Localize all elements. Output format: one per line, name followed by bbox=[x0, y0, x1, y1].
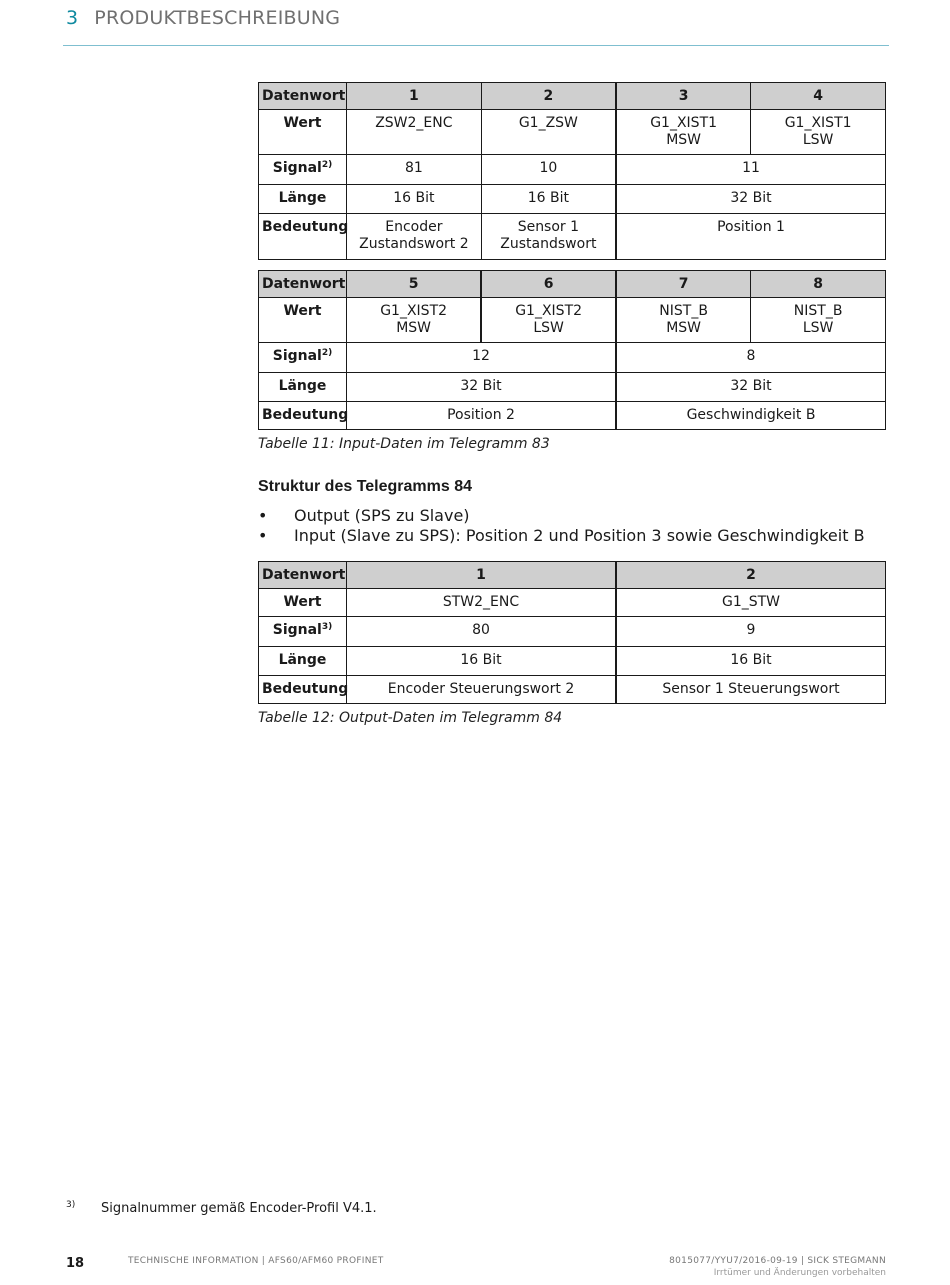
list-item bbox=[258, 526, 865, 546]
table-row bbox=[259, 155, 886, 185]
table-cell: G1_XIST2 LSW bbox=[481, 298, 616, 343]
footnote-ref: 2) bbox=[321, 348, 333, 358]
page-header bbox=[66, 7, 340, 29]
table-cell: Sensor 1 Zustandswort bbox=[481, 214, 616, 260]
table-row bbox=[259, 373, 886, 402]
table-cell: STW2_ENC bbox=[347, 589, 617, 617]
table-cell: 1 bbox=[347, 562, 617, 589]
table-cell: 1 bbox=[347, 83, 482, 110]
table-cell: 32 Bit bbox=[616, 185, 886, 214]
table-cell: 16 Bit bbox=[347, 647, 617, 676]
row-header: Wert bbox=[259, 589, 347, 617]
table-cell: NIST_B MSW bbox=[616, 298, 751, 343]
table-cell: 5 bbox=[347, 271, 482, 298]
table-row bbox=[259, 562, 886, 589]
table-cell: Position 2 bbox=[347, 402, 617, 430]
row-header bbox=[259, 617, 347, 647]
table-cell: 9 bbox=[616, 617, 886, 647]
table-cell: 80 bbox=[347, 617, 617, 647]
list-item-text: Output (SPS zu Slave) bbox=[294, 506, 470, 525]
table-row bbox=[259, 214, 886, 260]
table-cell: 8 bbox=[751, 271, 886, 298]
row-header-label: Signal bbox=[272, 160, 322, 176]
table-row bbox=[259, 343, 886, 373]
table-cell: 6 bbox=[481, 271, 616, 298]
table-caption: Tabelle 11: Input-Daten im Telegramm 83 bbox=[258, 436, 550, 452]
footer-disclaimer: Irrtümer und Änderungen vorbehalten bbox=[713, 1268, 886, 1278]
row-header: Länge bbox=[259, 373, 347, 402]
table-cell: G1_XIST2 MSW bbox=[347, 298, 482, 343]
row-header bbox=[259, 155, 347, 185]
row-header bbox=[259, 343, 347, 373]
footnote-ref: 2) bbox=[321, 160, 333, 170]
table-cell: Geschwindigkeit B bbox=[616, 402, 886, 430]
bullet-marker: • bbox=[258, 506, 268, 525]
bullet-list bbox=[258, 506, 865, 546]
table-row bbox=[259, 589, 886, 617]
table-cell: 12 bbox=[347, 343, 617, 373]
table-caption: Tabelle 12: Output-Daten im Telegramm 84 bbox=[258, 710, 563, 726]
row-header: Datenwort bbox=[259, 562, 347, 589]
bullet-marker: • bbox=[258, 526, 268, 545]
row-header: Länge bbox=[259, 185, 347, 214]
table-cell: 81 bbox=[347, 155, 482, 185]
section-heading: Struktur des Telegramms 84 bbox=[258, 478, 473, 495]
row-header: Wert bbox=[259, 298, 347, 343]
table-row bbox=[259, 647, 886, 676]
table-cell: 8 bbox=[616, 343, 886, 373]
table-row bbox=[259, 617, 886, 647]
table-row bbox=[259, 402, 886, 430]
list-item-text: Input (Slave zu SPS): Position 2 und Position 3 sowie Geschwindigkeit B bbox=[294, 526, 865, 545]
row-header: Länge bbox=[259, 647, 347, 676]
footnote-ref: 3) bbox=[321, 622, 333, 632]
table-cell: 16 Bit bbox=[481, 185, 616, 214]
table-cell: 3 bbox=[616, 83, 751, 110]
table-cell: 2 bbox=[616, 562, 886, 589]
table-cell: 32 Bit bbox=[347, 373, 617, 402]
table-cell: 16 Bit bbox=[616, 647, 886, 676]
table-cell: 16 Bit bbox=[347, 185, 482, 214]
table-cell: ZSW2_ENC bbox=[347, 110, 482, 155]
table-row bbox=[259, 185, 886, 214]
table-cell: 10 bbox=[481, 155, 616, 185]
table-cell: G1_XIST1 MSW bbox=[616, 110, 751, 155]
table-cell: G1_ZSW bbox=[481, 110, 616, 155]
table-cell: 32 Bit bbox=[616, 373, 886, 402]
page-number: 18 bbox=[66, 1256, 85, 1271]
input-data-table-part1 bbox=[258, 82, 886, 260]
footer-document-title: TECHNISCHE INFORMATION | AFS60/AFM60 PROFINET bbox=[128, 1256, 384, 1266]
table-row bbox=[259, 271, 886, 298]
table-cell: G1_STW bbox=[616, 589, 886, 617]
table-cell: 7 bbox=[616, 271, 751, 298]
table-row bbox=[259, 298, 886, 343]
input-data-table-part2 bbox=[258, 270, 886, 430]
row-header: Datenwort bbox=[259, 83, 347, 110]
table-cell: NIST_B LSW bbox=[751, 298, 886, 343]
table-cell: Encoder Steuerungswort 2 bbox=[347, 676, 617, 704]
footer-document-id: 8015077/YYU7/2016-09-19 | SICK STEGMANN bbox=[669, 1256, 886, 1266]
row-header-label: Signal bbox=[272, 622, 322, 638]
table-row bbox=[259, 676, 886, 704]
list-item bbox=[258, 506, 865, 526]
table-row bbox=[259, 83, 886, 110]
table-cell: 11 bbox=[616, 155, 886, 185]
output-data-table bbox=[258, 561, 886, 704]
chapter-title: PRODUKTBESCHREIBUNG bbox=[94, 7, 341, 29]
row-header: Bedeutung bbox=[259, 214, 347, 260]
row-header: Bedeutung bbox=[259, 676, 347, 704]
table-row bbox=[259, 110, 886, 155]
table-cell: 4 bbox=[751, 83, 886, 110]
footnote-mark: 3) bbox=[66, 1200, 76, 1210]
chapter-number: 3 bbox=[66, 7, 79, 29]
row-header: Bedeutung bbox=[259, 402, 347, 430]
header-rule bbox=[63, 45, 889, 46]
row-header: Datenwort bbox=[259, 271, 347, 298]
table-cell: 2 bbox=[481, 83, 616, 110]
row-header: Wert bbox=[259, 110, 347, 155]
footnote-text: Signalnummer gemäß Encoder-Profil V4.1. bbox=[101, 1201, 377, 1216]
table-cell: Position 1 bbox=[616, 214, 886, 260]
table-cell: Sensor 1 Steuerungswort bbox=[616, 676, 886, 704]
table-cell: G1_XIST1 LSW bbox=[751, 110, 886, 155]
row-header-label: Signal bbox=[272, 348, 322, 364]
table-cell: Encoder Zustandswort 2 bbox=[347, 214, 482, 260]
